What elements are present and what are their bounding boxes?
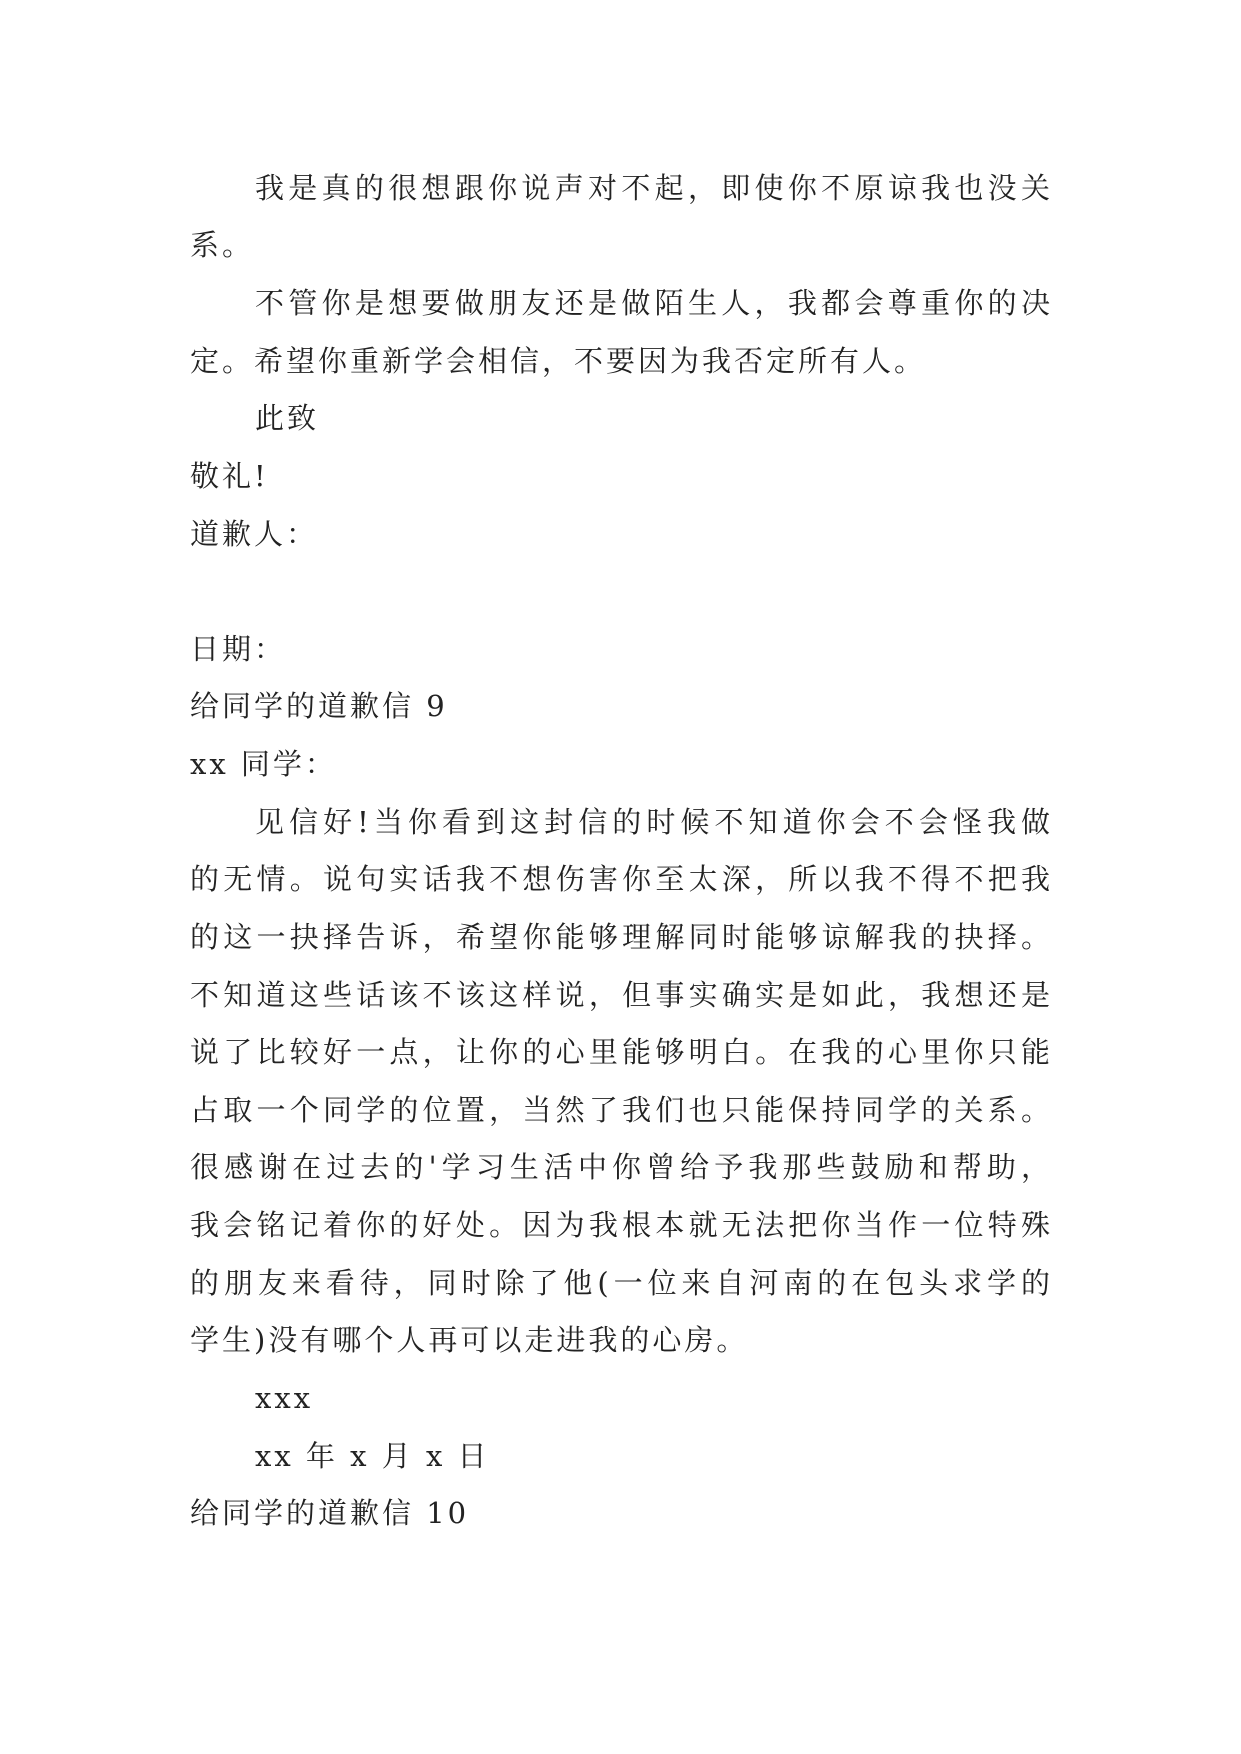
paragraph-line: 的这一抉择告诉，希望你能够理解同时能够谅解我的抉择。 <box>190 920 1050 954</box>
paragraph-line: 我是真的很想跟你说声对不起，即使你不原谅我也没关 <box>255 171 1050 205</box>
closing-salutation: 此致 <box>255 401 320 435</box>
paragraph-line: 的朋友来看待，同时除了他(一位来自河南的在包头求学的 <box>190 1266 1050 1300</box>
letter-greeting: xx 同学： <box>190 747 337 781</box>
paragraph-line: 的无情。说句实话我不想伤害你至太深，所以我不得不把我 <box>190 862 1050 896</box>
paragraph-line: 很感谢在过去的'学习生活中你曾给予我那些鼓励和帮助， <box>190 1150 1050 1184</box>
section-title: 给同学的道歉信 9 <box>190 689 448 723</box>
section-title: 给同学的道歉信 10 <box>190 1496 470 1530</box>
paragraph-line: 说了比较好一点，让你的心里能够明白。在我的心里你只能 <box>190 1035 1050 1069</box>
paragraph-line: 学生)没有哪个人再可以走进我的心房。 <box>190 1323 749 1357</box>
closing-regards: 敬礼! <box>190 459 269 493</box>
signature-date: xx 年 x 月 x 日 <box>255 1439 490 1473</box>
paragraph-line: 见信好!当你看到这封信的时候不知道你会不会怪我做 <box>255 805 1050 839</box>
date-label: 日期： <box>190 632 287 666</box>
paragraph-line: 不知道这些话该不该这样说，但事实确实是如此，我想还是 <box>190 978 1050 1012</box>
paragraph-line: 占取一个同学的位置，当然了我们也只能保持同学的关系。 <box>190 1093 1050 1127</box>
paragraph-line: 定。希望你重新学会相信，不要因为我否定所有人。 <box>190 344 927 378</box>
signature-name: xxx <box>255 1381 314 1415</box>
signature-label: 道歉人： <box>190 517 319 551</box>
paragraph-line: 我会铭记着你的好处。因为我根本就无法把你当作一位特殊 <box>190 1208 1050 1242</box>
paragraph-line: 不管你是想要做朋友还是做陌生人，我都会尊重你的决 <box>255 286 1050 320</box>
paragraph-line: 系。 <box>190 228 255 262</box>
